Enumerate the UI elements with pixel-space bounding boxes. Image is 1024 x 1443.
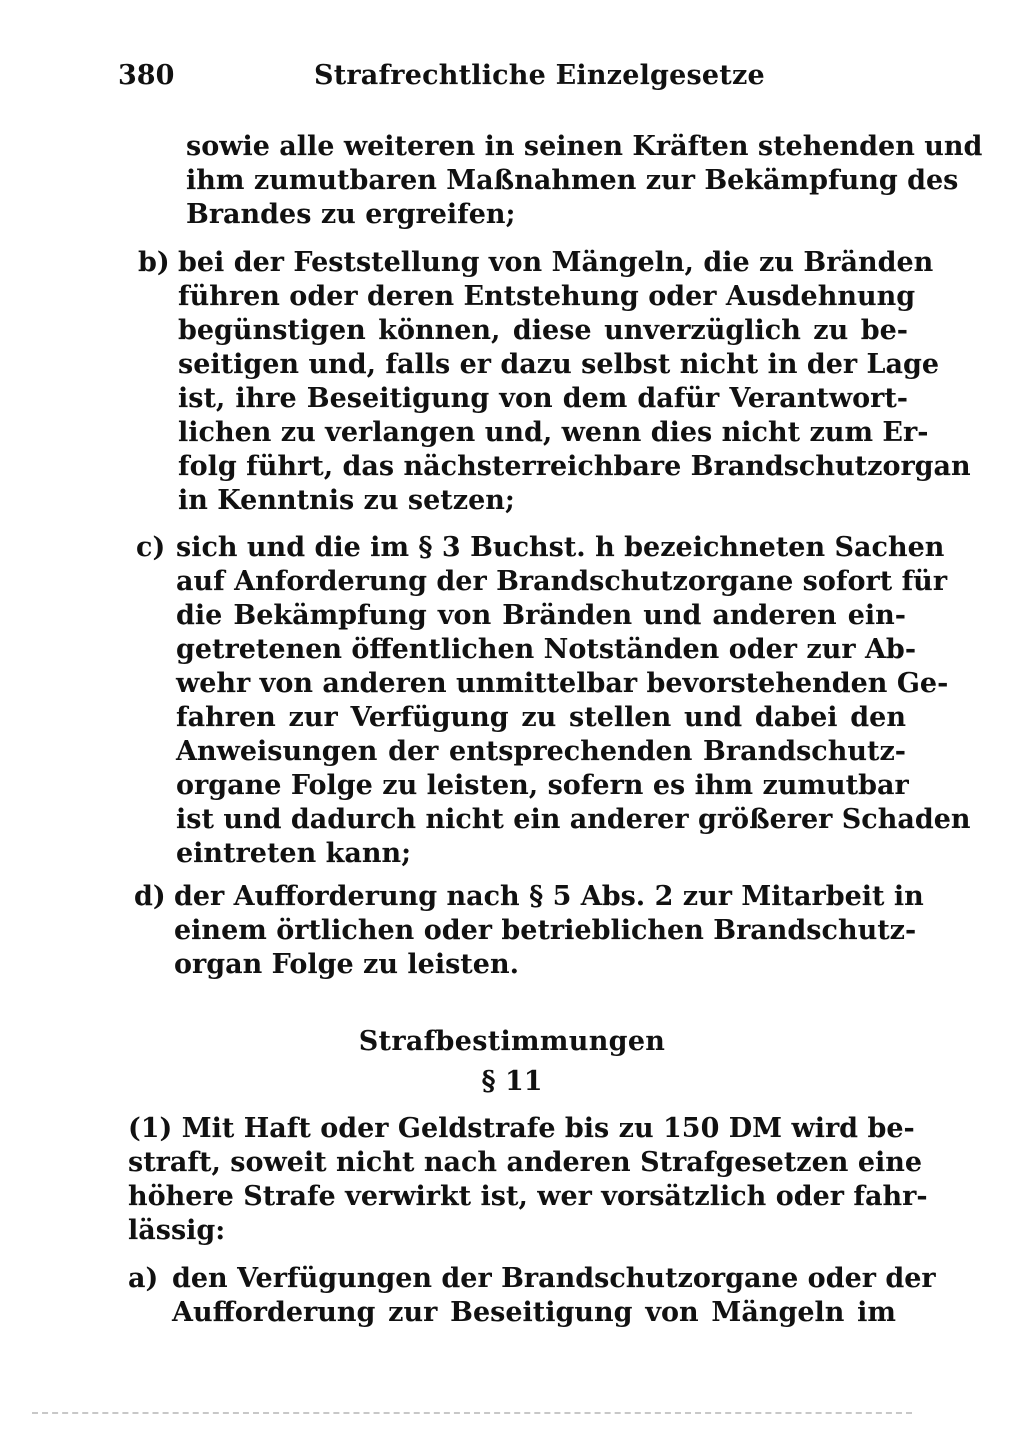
text-line: straft, soweit nicht nach anderen Strafgesetzen eine — [128, 1147, 923, 1178]
text-line: Brandes zu ergreifen; — [186, 199, 516, 230]
paragraph-number: § 11 — [481, 1066, 543, 1097]
text-line: lichen zu verlangen und, wenn dies nicht zum Er- — [178, 417, 929, 448]
section-title: Strafbestimmungen — [358, 1026, 666, 1057]
item-text — [178, 246, 971, 518]
running-title: Strafrechtliche Einzelgesetze — [314, 60, 765, 91]
text-line: fahren zur Verfügung zu stellen und dabei den — [176, 702, 906, 733]
text-line: organe Folge zu leisten, sofern es ihm zumutbar — [176, 770, 909, 801]
text-line: folg führt, das nächsterreichbare Brandschutzorgan — [178, 451, 971, 482]
text-line: sich und die im § 3 Buchst. h bezeichneten Sachen — [176, 532, 945, 563]
page-header — [118, 56, 918, 96]
text-line: die Bekämpfung von Bränden und anderen ein- — [176, 600, 906, 631]
text-line: wehr von anderen unmittelbar bevorstehenden Ge- — [176, 668, 949, 699]
page-number: 380 — [118, 60, 175, 91]
text-line: in Kenntnis zu setzen; — [178, 485, 515, 516]
text-line: auf Anforderung der Brandschutzorgane sofort für — [176, 566, 948, 597]
text-line: den Verfügungen der Brandschutzorgane oder der — [172, 1263, 936, 1294]
intro-block — [186, 130, 983, 232]
text-line: Aufforderung zur Beseitigung von Mängeln im — [172, 1297, 896, 1328]
item-label: b) — [138, 247, 170, 278]
item-label: d) — [134, 881, 166, 912]
text-line: eintreten kann; — [176, 838, 412, 869]
paragraph-1 — [128, 1112, 928, 1248]
text-line: führen oder deren Entstehung oder Ausdehnung — [178, 281, 916, 312]
text-line: lässig: — [128, 1215, 226, 1246]
item-text — [174, 880, 924, 982]
item-label: c) — [136, 532, 166, 563]
item-text — [172, 1262, 936, 1330]
text-line: der Aufforderung nach § 5 Abs. 2 zur Mitarbeit in — [174, 881, 924, 912]
text-line: begünstigen können, diese unverzüglich zu be- — [178, 315, 908, 346]
text-line: ist und dadurch nicht ein anderer größerer Schaden — [176, 804, 971, 835]
text-line: ist, ihre Beseitigung von dem dafür Verantwort- — [178, 383, 908, 414]
text-line: einem örtlichen oder betrieblichen Brandschutz- — [174, 915, 917, 946]
text-line: Anweisungen der entsprechenden Brandschutz- — [176, 736, 906, 767]
text-line: bei der Feststellung von Mängeln, die zu Bränden — [178, 247, 934, 278]
text-line: organ Folge zu leisten. — [174, 949, 519, 980]
item-text — [176, 531, 971, 871]
text-line: getretenen öffentlichen Notständen oder zur Ab- — [176, 634, 917, 665]
item-label: a) — [128, 1263, 159, 1294]
text-line: ihm zumutbaren Maßnahmen zur Bekämpfung des — [186, 165, 959, 196]
text-line: sowie alle weiteren in seinen Kräften stehenden und — [186, 131, 983, 162]
footer-divider — [32, 1412, 912, 1414]
text-line: (1) Mit Haft oder Geldstrafe bis zu 150 DM wird be- — [128, 1113, 915, 1144]
text-line: höhere Strafe verwirkt ist, wer vorsätzlich oder fahr- — [128, 1181, 928, 1212]
text-line: seitigen und, falls er dazu selbst nicht in der Lage — [178, 349, 940, 380]
